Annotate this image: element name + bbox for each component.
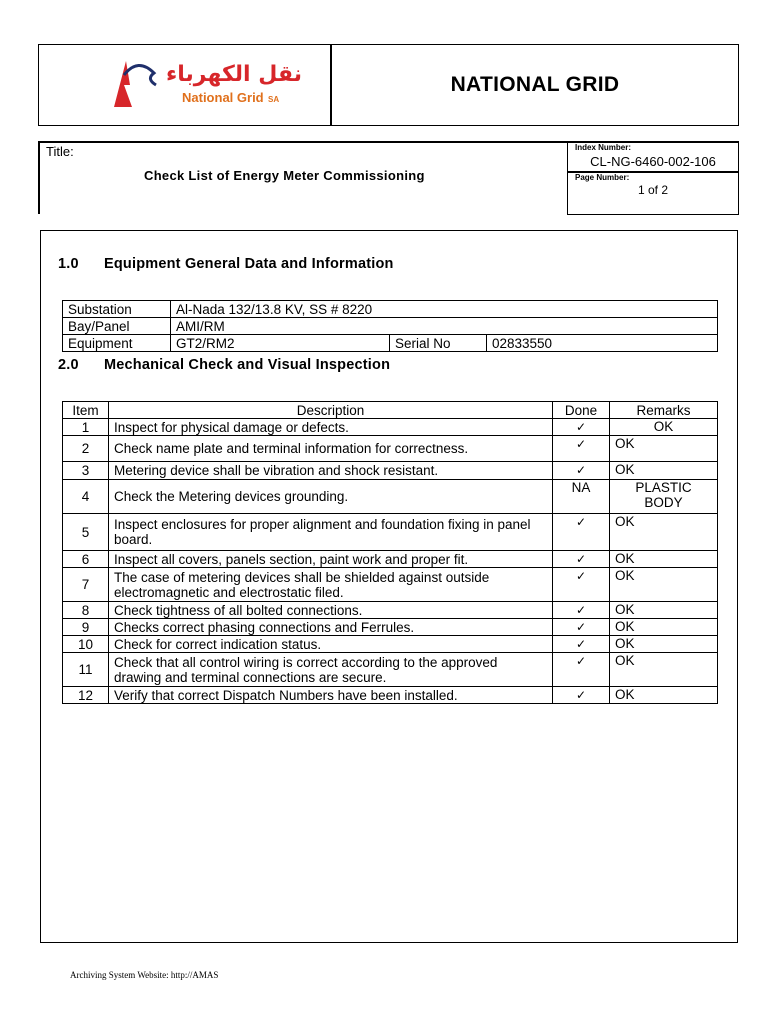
- bay-panel-label: Bay/Panel: [63, 318, 171, 335]
- item-number: 10: [63, 636, 109, 653]
- done-cell: [553, 687, 610, 704]
- item-number: 12: [63, 687, 109, 704]
- item-description: The case of metering devices shall be shielded against outside electromagnetic and electrostatic filed.: [109, 568, 553, 602]
- item-description: Metering device shall be vibration and shock resistant.: [109, 462, 553, 480]
- checkmark-icon: ✓: [575, 654, 587, 668]
- table-row: [63, 436, 718, 462]
- table-header-row: [63, 402, 718, 419]
- equipment-value: GT2/RM2: [171, 335, 390, 352]
- table-row: [63, 619, 718, 636]
- done-cell: [553, 602, 610, 619]
- item-number: 4: [63, 480, 109, 514]
- item-remarks: OK: [610, 436, 718, 462]
- done-cell: [553, 568, 610, 602]
- checkmark-icon: ✓: [575, 603, 587, 617]
- table-row: [63, 514, 718, 551]
- item-number: 7: [63, 568, 109, 602]
- national-grid-logo: [104, 55, 302, 113]
- col-header-done: Done: [553, 402, 610, 419]
- bay-panel-value: AMI/RM: [171, 318, 718, 335]
- section-1-title: Equipment General Data and Information: [104, 256, 394, 272]
- organization-name: NATIONAL GRID: [450, 73, 620, 96]
- col-header-item: Item: [63, 402, 109, 419]
- table-row: [63, 480, 718, 514]
- item-description: Check that all control wiring is correct according to the approved drawing and terminal connections are secure.: [109, 653, 553, 687]
- svg-text:National Grid: National Grid: [182, 90, 264, 105]
- index-number-value: CL-NG-6460-002-106: [590, 154, 716, 169]
- table-row: [63, 568, 718, 602]
- item-description: Inspect all covers, panels section, paint work and proper fit.: [109, 551, 553, 568]
- done-cell: [553, 636, 610, 653]
- checkmark-icon: ✓: [575, 515, 587, 529]
- equipment-info-table: [62, 300, 718, 352]
- inspection-checklist-table: [62, 401, 718, 704]
- table-row: [63, 335, 718, 352]
- page-number-label: Page Number:: [575, 173, 630, 182]
- table-row: [63, 636, 718, 653]
- item-remarks: OK: [610, 602, 718, 619]
- table-row: [63, 653, 718, 687]
- item-number: 11: [63, 653, 109, 687]
- item-remarks: OK: [610, 619, 718, 636]
- item-remarks: PLASTIC BODY: [610, 480, 718, 514]
- item-description: Checks correct phasing connections and Ferrules.: [109, 619, 553, 636]
- table-row: [63, 462, 718, 480]
- checkmark-icon: ✓: [575, 620, 587, 634]
- item-description: Verify that correct Dispatch Numbers have been installed.: [109, 687, 553, 704]
- done-cell: [553, 462, 610, 480]
- item-remarks: OK: [610, 514, 718, 551]
- page-number-value: 1 of 2: [637, 183, 669, 197]
- checkmark-icon: ✓: [575, 552, 587, 566]
- item-number: 3: [63, 462, 109, 480]
- item-remarks: OK: [610, 687, 718, 704]
- item-description: Check tightness of all bolted connections.: [109, 602, 553, 619]
- item-number: 2: [63, 436, 109, 462]
- section-2-title: Mechanical Check and Visual Inspection: [104, 357, 391, 373]
- item-number: 1: [63, 419, 109, 436]
- table-row: [63, 318, 718, 335]
- svg-text:نقل الكهرباء: نقل الكهرباء: [166, 62, 302, 87]
- item-description: Check for correct indication status.: [109, 636, 553, 653]
- col-header-description: Description: [109, 402, 553, 419]
- item-description: Check the Metering devices grounding.: [109, 480, 553, 514]
- item-remarks: OK: [610, 551, 718, 568]
- item-number: 5: [63, 514, 109, 551]
- done-cell: [553, 514, 610, 551]
- section-1-heading: [58, 256, 394, 272]
- done-cell: [553, 551, 610, 568]
- substation-value: Al-Nada 132/13.8 KV, SS # 8220: [171, 301, 718, 318]
- section-1-number: 1.0: [58, 256, 79, 272]
- table-row: [63, 301, 718, 318]
- title-label: Title:: [46, 144, 74, 159]
- index-number-label: Index Number:: [575, 143, 632, 152]
- svg-text:SA: SA: [268, 95, 280, 104]
- item-remarks: OK: [610, 653, 718, 687]
- table-row: [63, 419, 718, 436]
- item-done: NA: [553, 480, 610, 514]
- done-cell: [553, 619, 610, 636]
- document-title: Check List of Energy Meter Commissioning: [144, 168, 425, 183]
- checkmark-icon: ✓: [575, 569, 587, 583]
- item-remarks: OK: [610, 462, 718, 480]
- checkmark-icon: ✓: [575, 637, 587, 651]
- done-cell: [553, 419, 610, 436]
- table-row: [63, 687, 718, 704]
- item-number: 8: [63, 602, 109, 619]
- done-cell: [553, 436, 610, 462]
- table-row: [63, 602, 718, 619]
- substation-label: Substation: [63, 301, 171, 318]
- col-header-remarks: Remarks: [610, 402, 718, 419]
- section-2-heading: [58, 357, 390, 373]
- item-number: 9: [63, 619, 109, 636]
- item-remarks: OK: [610, 419, 718, 436]
- checkmark-icon: ✓: [575, 688, 587, 702]
- checkmark-icon: ✓: [575, 437, 587, 451]
- table-row: [63, 551, 718, 568]
- checkmark-icon: ✓: [575, 463, 587, 477]
- item-description: Check name plate and terminal information for correctness.: [109, 436, 553, 462]
- item-remarks: OK: [610, 636, 718, 653]
- done-cell: [553, 653, 610, 687]
- checkmark-icon: ✓: [575, 420, 587, 434]
- equipment-label: Equipment: [63, 335, 171, 352]
- title-block-border-left: [38, 141, 40, 214]
- archive-footer: Archiving System Website: http://AMAS: [70, 970, 219, 980]
- section-2-number: 2.0: [58, 357, 79, 373]
- item-number: 6: [63, 551, 109, 568]
- serial-label: Serial No: [390, 335, 487, 352]
- serial-value: 02833550: [487, 335, 718, 352]
- item-remarks: OK: [610, 568, 718, 602]
- item-description: Inspect enclosures for proper alignment and foundation fixing in panel board.: [109, 514, 553, 551]
- item-description: Inspect for physical damage or defects.: [109, 419, 553, 436]
